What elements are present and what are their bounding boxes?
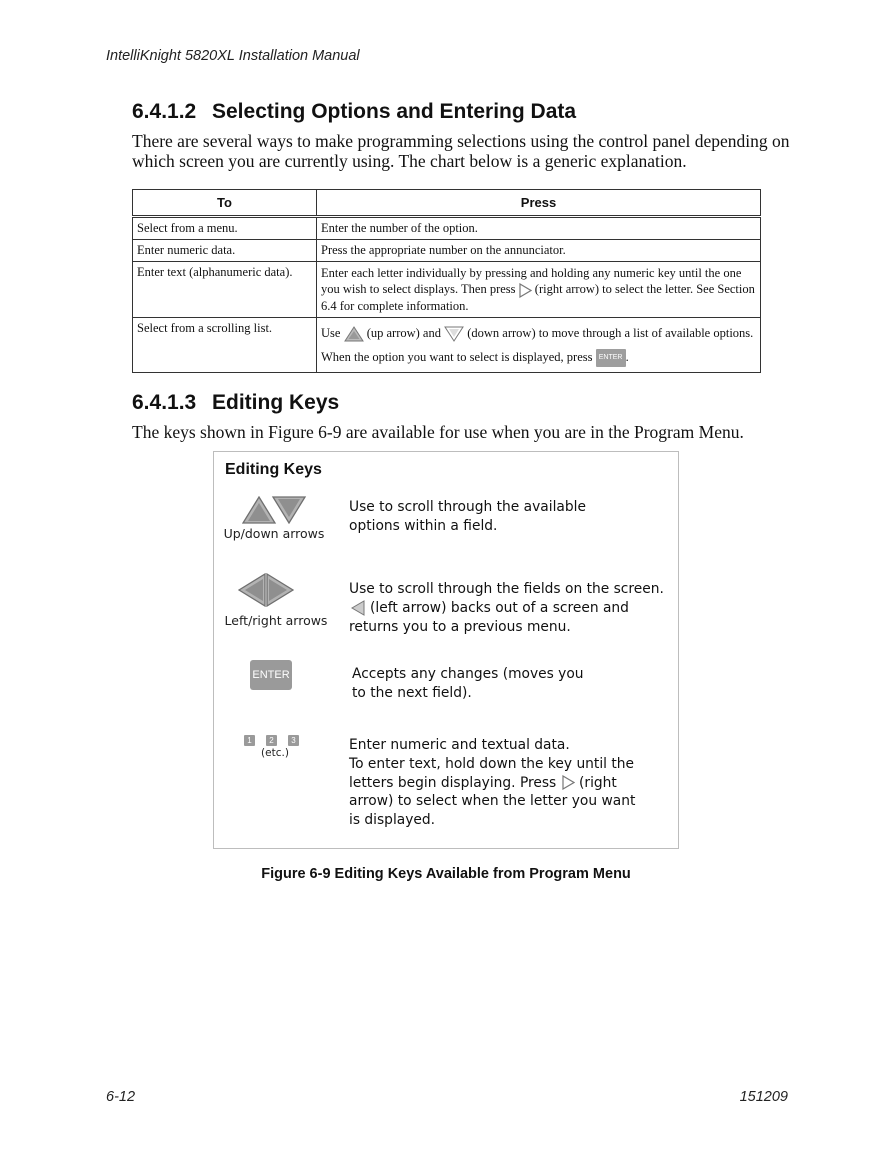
key-label-updown: Up/down arrows: [223, 526, 325, 541]
table-row: [133, 217, 761, 240]
description-line: returns you to a previous menu.: [349, 618, 571, 635]
header-title: IntelliKnight 5820XL Installation Manual: [106, 48, 360, 64]
table-header-press: Press: [317, 190, 761, 217]
description-line: [349, 599, 664, 618]
table-cell-press: Enter the number of the option.: [317, 217, 761, 240]
options-table: [132, 189, 761, 373]
description-text: (left arrow) backs out of a screen and: [370, 599, 629, 616]
section-intro-paragraph: There are several ways to make programming selections using the control panel depending on which screen you are currently using. The chart below is a generic explanation.: [132, 131, 790, 171]
section-number: 6.4.1.2: [132, 100, 197, 123]
press-text-part: (down arrow) to move through a list of available options. When the option you want to select is displayed, press: [321, 325, 754, 364]
figure-title: Editing Keys: [225, 461, 322, 478]
table-cell-to: Select from a scrolling list.: [133, 317, 317, 372]
description-line: Enter numeric and textual data.: [349, 737, 570, 753]
key-description-updown: [349, 498, 586, 536]
section-title: Editing Keys: [212, 391, 340, 414]
document-number: 151209: [739, 1089, 788, 1105]
key-description-enter: [352, 665, 584, 703]
figure-caption: Figure 6-9 Editing Keys Available from Program Menu: [261, 866, 631, 882]
description-line: To enter text, hold down the key until the: [349, 755, 635, 772]
section-title: Selecting Options and Entering Data: [212, 100, 577, 123]
table-cell-press: [317, 262, 761, 318]
description-line: Accepts any changes (moves you: [352, 666, 584, 682]
number-key-3-icon: 3: [288, 735, 299, 746]
enter-key-icon: ENTER: [596, 349, 626, 367]
section-intro-paragraph: The keys shown in Figure 6-9 are available for use when you are in the Program Menu.: [132, 422, 744, 442]
description-line: Use to scroll through the fields on the screen.: [349, 581, 664, 597]
table-cell-press: [317, 317, 761, 372]
up-arrow-icon: [344, 326, 364, 342]
key-description-leftright: [349, 580, 664, 636]
enter-key-icon: ENTER: [250, 660, 292, 690]
description-line: [349, 774, 635, 793]
description-text: (right: [579, 774, 617, 791]
table-row: [133, 240, 761, 262]
down-arrow-icon: [444, 326, 464, 342]
left-arrow-icon: [349, 600, 367, 616]
number-key-1-icon: 1: [244, 735, 255, 746]
press-text-part: (up arrow) and: [366, 325, 441, 340]
table-header-row: [133, 190, 761, 217]
section-heading-selecting-options: [132, 100, 576, 124]
press-text-part: Use: [321, 325, 341, 340]
press-text-part: Enter each letter individually by pressing and holding any numeric key until the one you wish to select displays. Then press: [321, 266, 742, 296]
up-down-arrows-icon: [242, 496, 307, 524]
key-label-leftright: Left/right arrows: [224, 613, 328, 628]
table-header-to: To: [133, 190, 317, 217]
press-text-part: .: [625, 349, 629, 364]
right-arrow-icon: [561, 775, 575, 790]
left-right-arrows-icon: [238, 573, 294, 607]
number-key-2-icon: 2: [266, 735, 277, 746]
description-text: letters begin displaying. Press: [349, 774, 557, 791]
editing-keys-figure: [213, 451, 679, 849]
description-line: options within a field.: [349, 517, 498, 534]
table-cell-to: Enter numeric data.: [133, 240, 317, 262]
press-text-part: (right arrow) to select the letter. See Section 6.4 for complete information.: [321, 282, 755, 313]
table-row: [133, 317, 761, 372]
key-description-numeric: [349, 736, 635, 830]
table-cell-to: Select from a menu.: [133, 217, 317, 240]
page-number: 6-12: [106, 1089, 136, 1105]
section-number: 6.4.1.3: [132, 391, 197, 414]
table-cell-press: Press the appropriate number on the annunciator.: [317, 240, 761, 262]
right-arrow-icon: [519, 283, 532, 298]
description-line: Use to scroll through the available: [349, 499, 586, 515]
table-row: [133, 262, 761, 318]
description-line: arrow) to select when the letter you want: [349, 793, 636, 810]
section-heading-editing-keys: [132, 391, 339, 415]
description-line: is displayed.: [349, 812, 436, 829]
table-cell-to: Enter text (alphanumeric data).: [133, 262, 317, 318]
key-label-numeric: (etc.): [261, 747, 289, 759]
description-line: to the next field).: [352, 684, 472, 701]
